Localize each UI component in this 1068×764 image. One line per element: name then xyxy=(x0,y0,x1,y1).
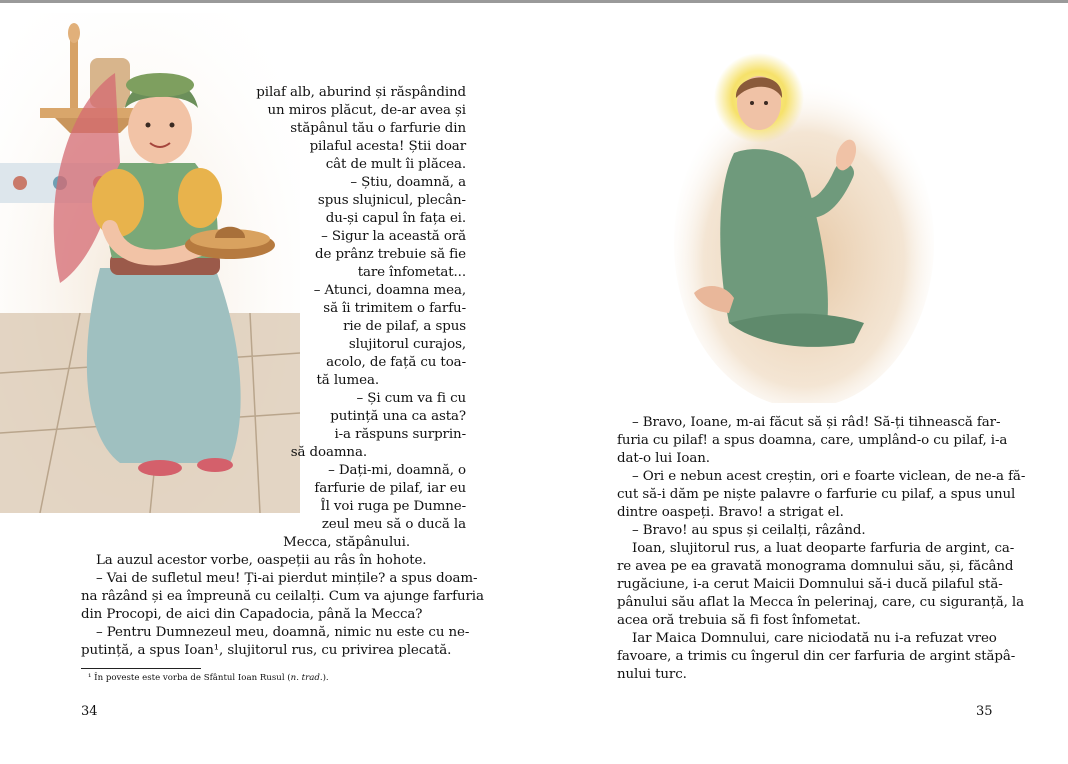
text-line: pilaful acesta! Știi doar xyxy=(309,139,466,154)
text-line: rugăciune, i-a cerut Maicii Domnului să-i ducă pilaful stă- xyxy=(617,577,1003,592)
text-line: furia cu pilaf! a spus doamna, care, umplând-o cu pilaf, i-a xyxy=(617,433,1008,448)
text-line: de prânz trebuie să fie xyxy=(315,247,466,262)
text-line: nului turc. xyxy=(617,667,687,682)
text-line: favoare, a trimis cu îngerul din cer farfuria de argint stăpâ- xyxy=(617,649,1016,664)
text-line: – Bravo, Ioane, m-ai făcut să și râd! Să-ți tihnească far- xyxy=(632,415,1001,430)
text-line: spus slujnicul, plecân- xyxy=(317,193,466,208)
text-line: rie de pilaf, a spus xyxy=(343,319,466,334)
text-line: tă lumea. xyxy=(316,373,379,388)
text-line: Iar Maica Domnului, care niciodată nu i-a refuzat vreo xyxy=(632,631,997,646)
text-line: stăpânul tău o farfurie din xyxy=(290,121,466,136)
text-line: să doamna. xyxy=(290,445,367,460)
text-line: – Și cum va fi cu xyxy=(356,391,466,406)
text-line: – Atunci, doamna mea, xyxy=(313,283,466,298)
text-line: să îi trimitem o farfu- xyxy=(323,301,466,316)
text-line: acea oră trebuia să fi fost înfometat. xyxy=(617,613,861,628)
text-line: pânului său aflat la Mecca în pelerinaj, care, cu siguranță, la xyxy=(617,595,1024,610)
text-line: zeul meu să o ducă la xyxy=(321,517,466,532)
text-line: un miros plăcut, de-ar avea și xyxy=(267,103,466,118)
text-line: – Pentru Dumnezeul meu, doamnă, nimic nu este cu ne- xyxy=(96,625,470,640)
text-line: putință una ca asta? xyxy=(330,409,466,424)
text-line: du-și capul în fața ei. xyxy=(325,211,466,226)
footnote-rule xyxy=(81,668,201,669)
footnote-suffix: ). xyxy=(322,673,329,683)
text-line: na râzând și ea împreună cu ceilalți. Cum va ajunge farfuria xyxy=(81,589,484,604)
text-line: – Bravo! au spus și ceilalți, râzând. xyxy=(632,523,866,538)
footnote-text: ¹ În poveste este vorba de Sfântul Ioan Rusul ( xyxy=(88,673,291,683)
text-line: Ioan, slujitorul rus, a luat deoparte farfuria de argint, ca- xyxy=(632,541,1015,556)
right-page xyxy=(534,3,1068,764)
text-line: – Ori e nebun acest creștin, ori e foarte viclean, de ne-a fă- xyxy=(632,469,1026,484)
text-line: tare înfometat... xyxy=(357,265,466,280)
illustration-praying-saint xyxy=(674,43,934,403)
text-line: pilaf alb, aburind și răspândind xyxy=(256,85,466,100)
text-line: – Sigur la această oră xyxy=(321,229,466,244)
footnote-italic: n. trad. xyxy=(290,673,323,683)
text-line: dat-o lui Ioan. xyxy=(617,451,710,466)
left-page xyxy=(0,3,534,764)
text-line: Îl voi ruga pe Dumne- xyxy=(320,499,466,514)
text-line: i-a răspuns surprin- xyxy=(334,427,466,442)
text-line: La auzul acestor vorbe, oaspeții au râs în hohote. xyxy=(96,553,427,568)
text-line: din Procopi, de aici din Capadocia, până la Mecca? xyxy=(81,607,423,622)
text-line: – Dați-mi, doamnă, o xyxy=(328,463,466,478)
page-number: 35 xyxy=(976,704,993,719)
text-line: dintre oaspeți. Bravo! a strigat el. xyxy=(617,505,844,520)
page-number: 34 xyxy=(81,704,98,719)
text-line: farfurie de pilaf, iar eu xyxy=(314,481,466,496)
text-line: slujitorul curajos, xyxy=(348,337,466,352)
text-line: – Vai de sufletul meu! Ți-ai pierdut mințile? a spus doam- xyxy=(96,571,478,586)
text-line: acolo, de față cu toa- xyxy=(326,355,466,370)
text-line: cut să-i dăm pe niște palavre o farfurie cu pilaf, a spus unul xyxy=(617,487,1016,502)
text-line: putință, a spus Ioan¹, slujitorul rus, cu privirea plecată. xyxy=(81,643,452,658)
text-line: Mecca, stăpânului. xyxy=(283,535,410,550)
text-line: cât de mult îi plăcea. xyxy=(325,157,466,172)
text-line: re avea pe ea gravată monograma domnului său, și, făcând xyxy=(617,559,1014,574)
footnote xyxy=(88,673,329,683)
text-line: – Știu, doamnă, a xyxy=(350,175,466,190)
